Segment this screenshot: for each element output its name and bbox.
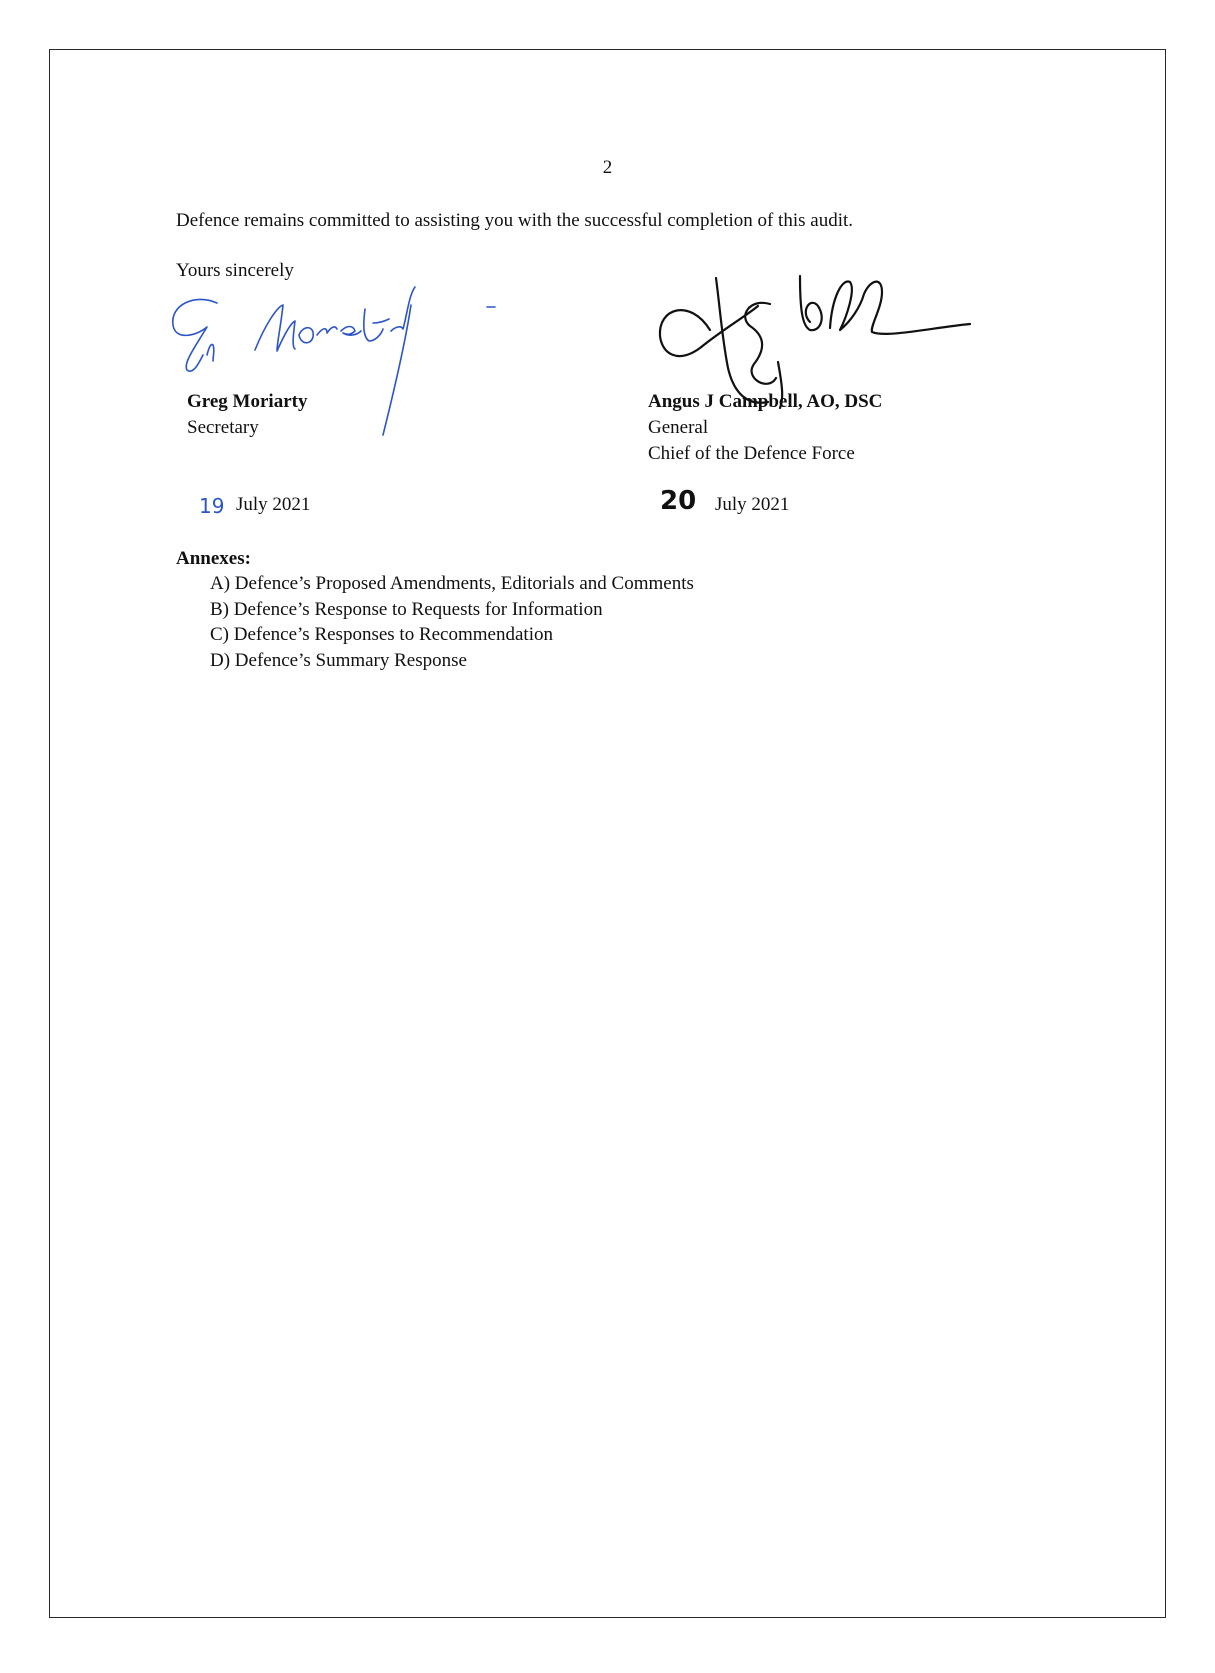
signatory-1-title: Secretary (187, 417, 259, 438)
annex-item-c: C) Defence’s Responses to Recommendation (210, 624, 553, 645)
signatory-1-date: July 2021 (236, 494, 311, 515)
signatory-1-date-day: 19 (199, 494, 225, 518)
closing-paragraph: Defence remains committed to assisting you with the successful completion of this audit. (176, 210, 853, 231)
signatory-2-name: Angus J Campbell, AO, DSC (648, 391, 883, 412)
signatory-2-title-line-1: General (648, 417, 709, 438)
signatory-1-name: Greg Moriarty (187, 391, 308, 412)
salutation: Yours sincerely (176, 260, 294, 281)
signatory-2-date: July 2021 (715, 494, 790, 515)
annex-item-a: A) Defence’s Proposed Amendments, Editorials and Comments (210, 573, 694, 594)
annex-item-b: B) Defence’s Response to Requests for Information (210, 598, 603, 620)
signatory-2-date-day: 20 (660, 486, 697, 516)
annex-item-d: D) Defence’s Summary Response (210, 649, 467, 671)
annexes-heading: Annexes: (176, 548, 251, 569)
annex-list (210, 571, 694, 673)
signatory-2-title-line-2: Chief of the Defence Force (648, 443, 855, 464)
page-number: 2 (602, 157, 613, 178)
